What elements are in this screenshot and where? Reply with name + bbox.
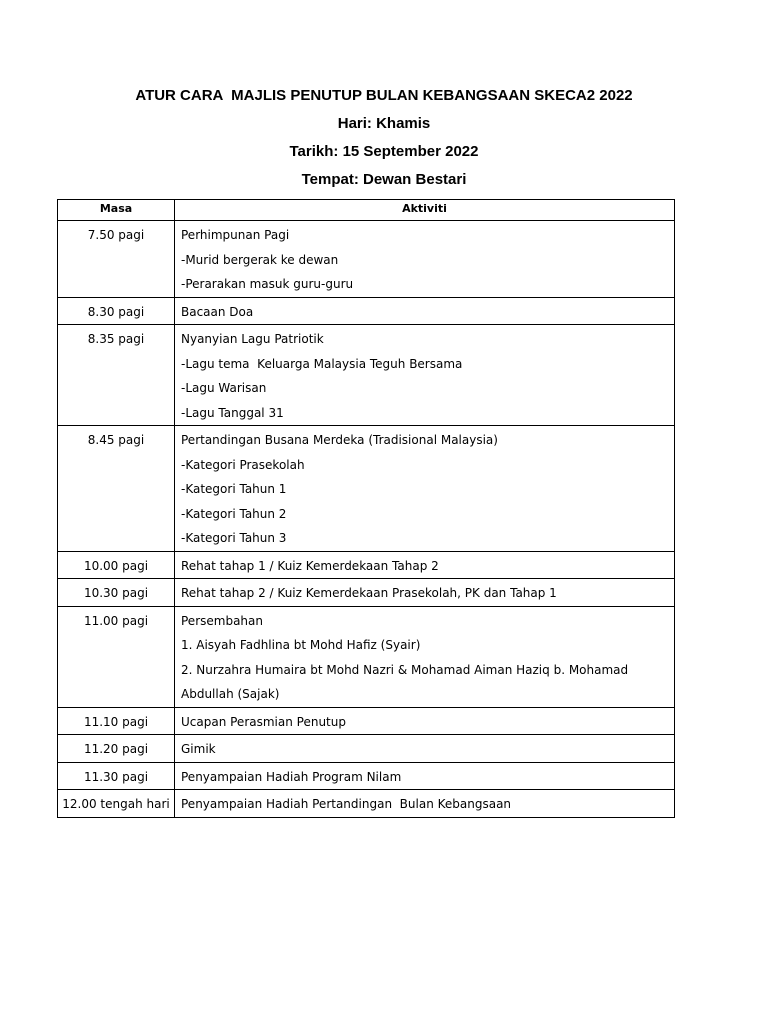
header-aktiviti: Aktiviti [175, 200, 675, 221]
activity-title: Penyampaian Hadiah Pertandingan Bulan Kebangsaan [181, 797, 512, 811]
header-masa: Masa [58, 200, 175, 221]
time-cell [58, 426, 175, 552]
activity-detail: -Lagu tema Keluarga Malaysia Teguh Bersama [181, 356, 463, 371]
activity-detail: -Lagu Warisan [181, 381, 267, 395]
time-cell [58, 606, 175, 707]
table-row [58, 606, 675, 707]
time-text: 7.50 pagi [87, 228, 145, 242]
activity-title: Nyanyian Lagu Patriotik [181, 332, 324, 346]
schedule-table [57, 199, 675, 818]
venue-line: Tempat: Dewan Bestari [301, 171, 467, 188]
activity-cell [175, 325, 675, 426]
activity-cell [175, 221, 675, 298]
activity-detail: 1. Aisyah Fadhlina bt Mohd Hafiz (Syair) [181, 638, 421, 652]
activity-title: Bacaan Doa [181, 304, 254, 319]
table-row [58, 325, 675, 426]
activity-detail: 2. Nurzahra Humaira bt Mohd Nazri & Mohamad Aiman Haziq b. Mohamad Abdullah (Sajak) [181, 662, 629, 701]
activity-cell [175, 426, 675, 552]
activity-cell [175, 790, 675, 818]
activity-detail: -Lagu Tanggal 31 [181, 405, 284, 420]
time-text: 11.20 pagi [83, 742, 149, 756]
time-cell [58, 579, 175, 607]
time-text: 11.30 pagi [83, 769, 149, 784]
time-text: 8.35 pagi [87, 332, 145, 346]
time-cell [58, 790, 175, 818]
time-text: 11.10 pagi [83, 714, 149, 729]
day-line: Hari: Khamis [337, 115, 431, 132]
date-line: Tarikh: 15 September 2022 [289, 143, 479, 160]
activity-cell [175, 762, 675, 790]
activity-title: Ucapan Perasmian Penutup [181, 714, 346, 729]
activity-detail: -Kategori Tahun 1 [181, 482, 287, 496]
time-text: 10.30 pagi [83, 586, 149, 600]
activity-title: Rehat tahap 2 / Kuiz Kemerdekaan Prasekolah, PK dan Tahap 1 [181, 586, 557, 600]
activity-title: Gimik [181, 742, 216, 756]
activity-detail: -Kategori Prasekolah [181, 457, 305, 472]
time-cell [58, 325, 175, 426]
schedule-body [58, 221, 675, 818]
time-cell [58, 297, 175, 325]
activity-title: Persembahan [181, 613, 263, 628]
time-text: 8.45 pagi [87, 433, 145, 447]
activity-title: Penyampaian Hadiah Program Nilam [181, 769, 402, 784]
table-row [58, 297, 675, 325]
time-text: 11.00 pagi [83, 613, 149, 628]
activity-detail: -Kategori Tahun 2 [181, 506, 287, 521]
table-row [58, 579, 675, 607]
table-row [58, 426, 675, 552]
table-row [58, 790, 675, 818]
activity-cell [175, 579, 675, 607]
table-row [58, 707, 675, 735]
activity-detail: -Murid bergerak ke dewan [181, 252, 339, 267]
activity-detail: -Kategori Tahun 3 [181, 531, 287, 545]
activity-cell [175, 606, 675, 707]
time-text: 8.30 pagi [87, 304, 145, 319]
time-cell [58, 762, 175, 790]
time-cell [58, 551, 175, 579]
table-row [58, 221, 675, 298]
activity-cell [175, 735, 675, 763]
table-header-row [58, 200, 675, 221]
activity-title: Perhimpunan Pagi [181, 228, 290, 242]
activity-cell [175, 297, 675, 325]
time-cell [58, 707, 175, 735]
activity-cell [175, 551, 675, 579]
document-title: ATUR CARA MAJLIS PENUTUP BULAN KEBANGSAAN SKECA2 2022 [135, 87, 633, 104]
time-text: 12.00 tengah hari [62, 797, 170, 811]
table-row [58, 762, 675, 790]
activity-title: Rehat tahap 1 / Kuiz Kemerdekaan Tahap 2 [181, 558, 439, 573]
activity-cell [175, 707, 675, 735]
activity-title: Pertandingan Busana Merdeka (Tradisional Malaysia) [181, 433, 498, 447]
time-text: 10.00 pagi [83, 558, 149, 573]
time-cell [58, 221, 175, 298]
activity-detail: -Perarakan masuk guru-guru [181, 277, 354, 291]
table-row [58, 551, 675, 579]
table-row [58, 735, 675, 763]
time-cell [58, 735, 175, 763]
